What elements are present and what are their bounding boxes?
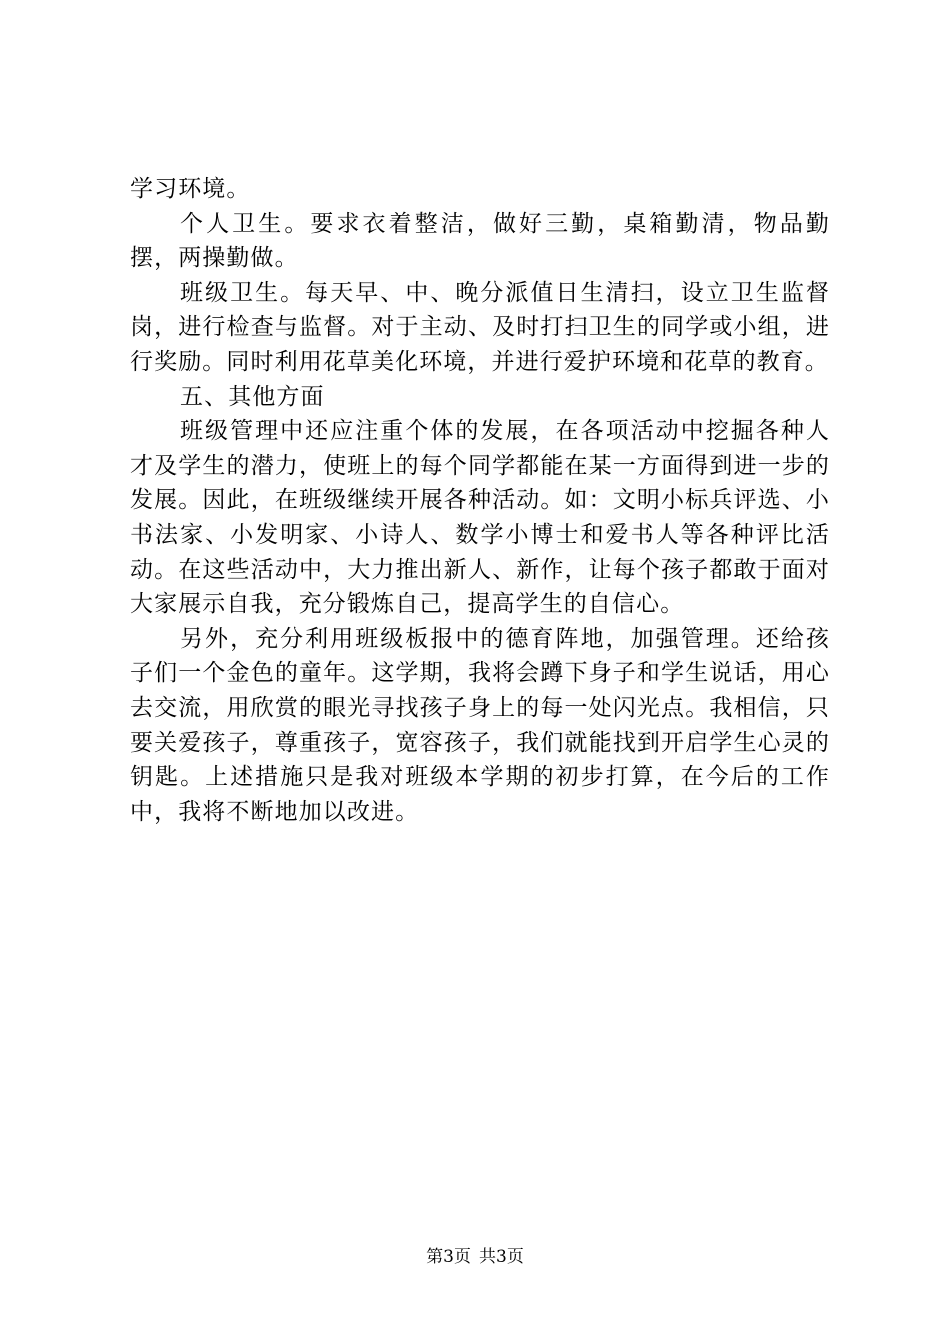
paragraph-5: 班级管理中还应注重个体的发展，在各项活动中挖掘各种人才及学生的潜力，使班上的每个同学都能在某一方面得到进一步的发展。因此，在班级继续开展各种活动。如：文明小标兵评选、小书法家、小发明家、小诗人、数学小博士和爱书人等各种评比活动。在这些活动中，大力推出新人、新作，让每个孩子都敢于面对大家展示自我，充分锻炼自己，提高学生的自信心。 bbox=[130, 418, 830, 618]
paragraph-2: 个人卫生。要求衣着整洁，做好三勤，桌箱勤清，物品勤摆，两操勤做。 bbox=[130, 210, 830, 272]
page-total: 共3页 bbox=[479, 1247, 524, 1267]
page-footer bbox=[0, 1246, 950, 1268]
page-number: 第3页 bbox=[426, 1247, 471, 1267]
document-body bbox=[130, 172, 830, 829]
paragraph-3: 班级卫生。每天早、中、晚分派值日生清扫，设立卫生监督岗，进行检查与监督。对于主动、及时打扫卫生的同学或小组，进行奖励。同时利用花草美化环境，并进行爱护环境和花草的教育。 bbox=[130, 279, 830, 375]
section-heading: 五、其他方面 bbox=[180, 383, 325, 410]
paragraph-1: 学习环境。 bbox=[130, 176, 251, 202]
paragraph-6: 另外，充分利用班级板报中的德育阵地，加强管理。还给孩子们一个金色的童年。这学期，我将会蹲下身子和学生说话，用心去交流，用欣赏的眼光寻找孩子身上的每一处闪光点。我相信，只要关爱孩子，尊重孩子，宽容孩子，我们就能找到开启学生心灵的钥匙。上述措施只是我对班级本学期的初步打算，在今后的工作中，我将不断地加以改进。 bbox=[130, 625, 830, 825]
